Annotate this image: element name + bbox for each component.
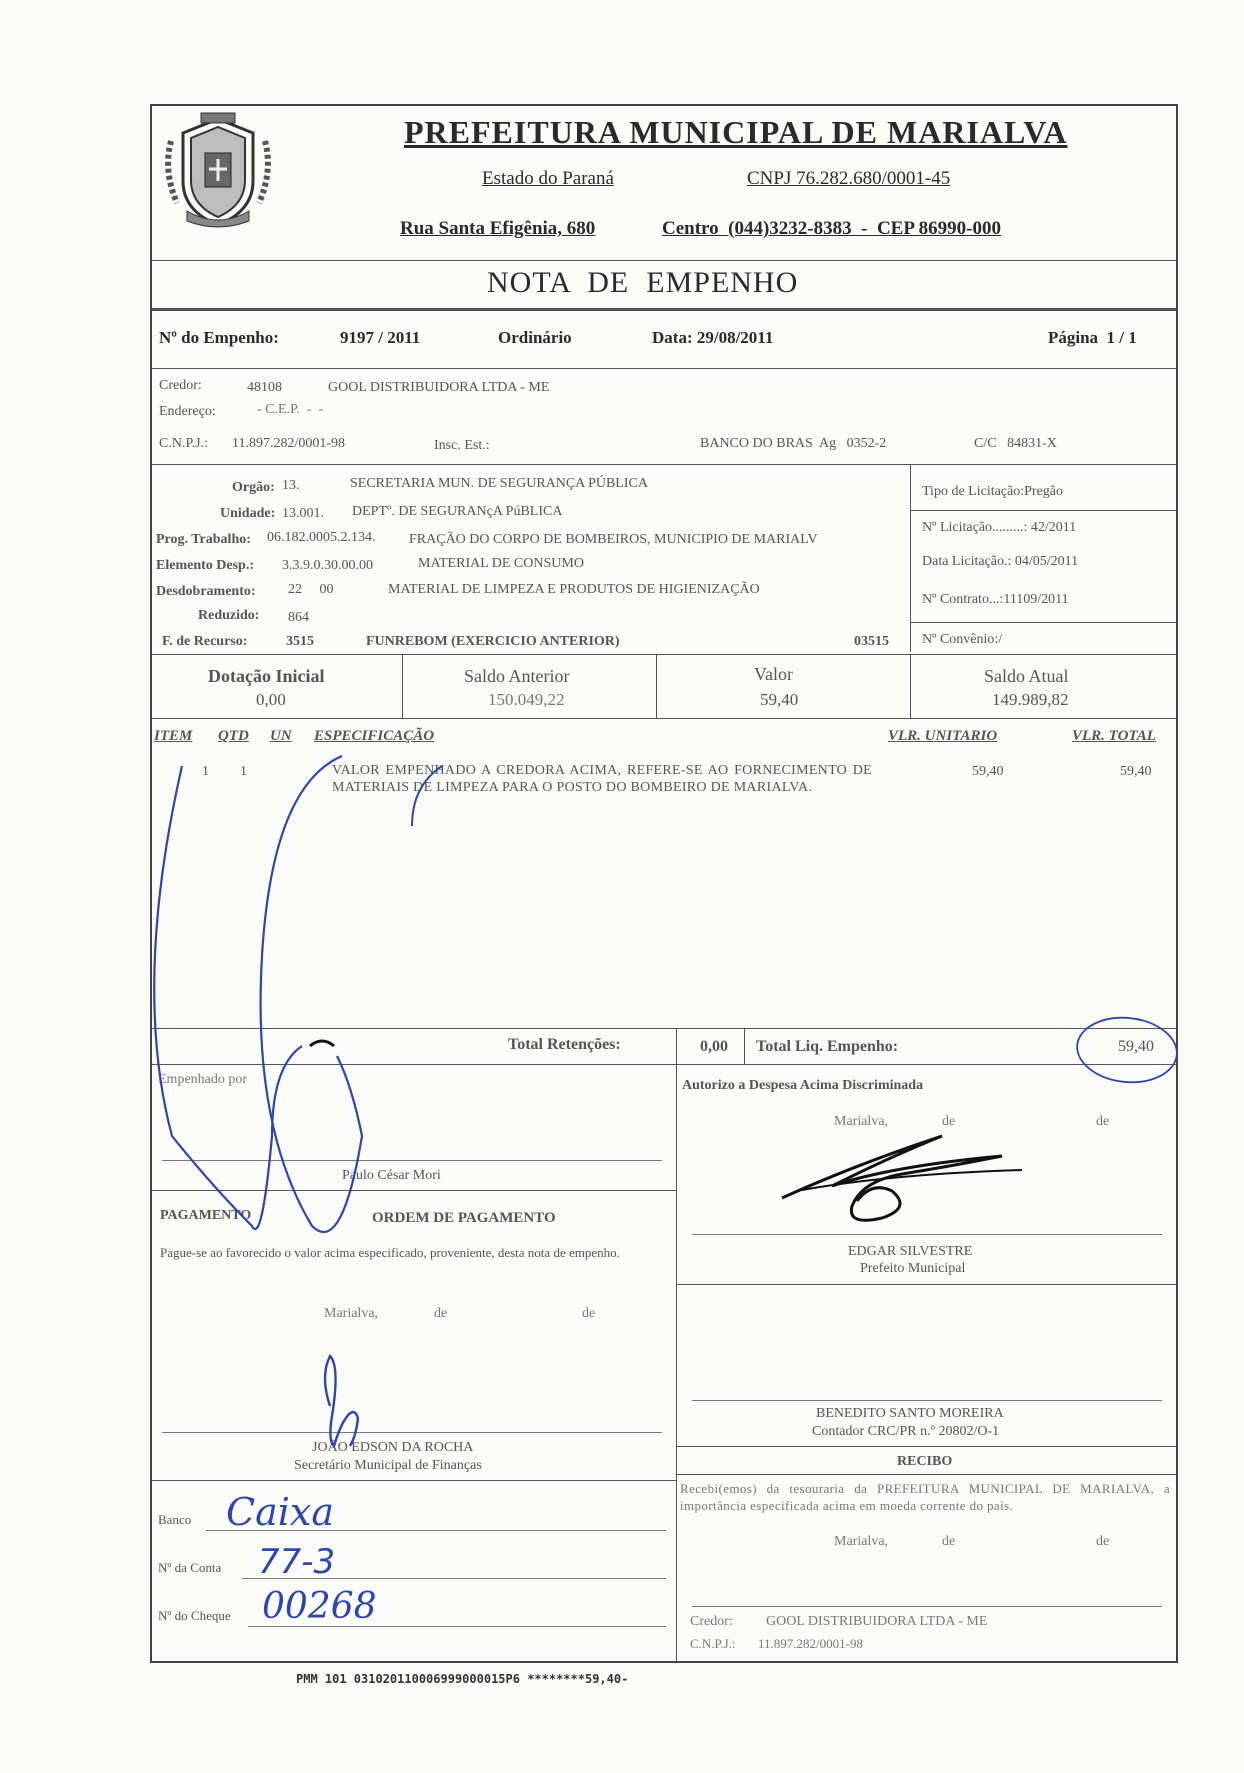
saldo-anterior-value: 150.049,22	[488, 690, 565, 709]
header-contact: Centro (044)3232-8383 - CEP 86990-000	[662, 218, 1001, 239]
item-number: 1	[202, 764, 209, 779]
recurso-value: 3515	[286, 634, 314, 649]
empenhado-por-name: Paulo César Mori	[342, 1168, 441, 1183]
credor-label: Credor:	[159, 378, 202, 393]
unidade-desc: DEPTº. DE SEGURANçA PúBLICA	[352, 504, 563, 519]
col-especificacao: ESPECIFICAÇÃO	[314, 728, 435, 744]
desdobramento-value: 22 00	[288, 582, 334, 597]
recibo-place: Marialva,	[834, 1534, 889, 1549]
recibo-de-2: de	[1096, 1534, 1110, 1549]
conta-value: 77-3	[258, 1542, 336, 1582]
recibo-cnpj-label: C.N.P.J.:	[690, 1636, 736, 1651]
elemento-label: Elemento Desp.:	[156, 558, 254, 573]
recibo-de-1: de	[942, 1534, 956, 1549]
credor-code: 48108	[247, 380, 282, 395]
valor-value: 59,40	[760, 690, 799, 709]
pagamento-place: Marialva,	[324, 1306, 379, 1321]
saldo-atual-label: Saldo Atual	[984, 666, 1069, 686]
total-liquido-label: Total Liq. Empenho:	[756, 1038, 899, 1055]
banco-label: Banco	[158, 1512, 192, 1527]
item-vlr-unitario: 59,40	[972, 764, 1004, 779]
prog-trabalho-label: Prog. Trabalho:	[156, 532, 251, 547]
contador-name: BENEDITO SANTO MOREIRA	[816, 1406, 1004, 1421]
autorizo-label: Autorizo a Despesa Acima Discriminada	[682, 1078, 924, 1093]
orgao-value: 13.	[282, 478, 300, 493]
col-item: ITEM	[154, 728, 193, 744]
contador-role: Contador CRC/PR n.º 20802/O-1	[812, 1424, 1000, 1439]
banco-value: Caixa	[226, 1490, 334, 1534]
autorizo-signer: EDGAR SILVESTRE	[848, 1244, 973, 1259]
autorizo-place: Marialva,	[834, 1114, 889, 1129]
header-address: Rua Santa Efigênia, 680	[400, 218, 596, 239]
total-retencoes-value: 0,00	[700, 1038, 728, 1055]
dotacao-inicial-label: Dotação Inicial	[208, 666, 325, 686]
document-title: NOTA DE EMPENHO	[487, 266, 799, 299]
pagamento-de-2: de	[582, 1306, 596, 1321]
mayor-signature	[772, 1126, 1032, 1236]
recibo-credor-label: Credor:	[690, 1614, 733, 1629]
state-name: Estado do Paraná	[482, 168, 614, 189]
elemento-value: 3.3.9.0.30.00.00	[282, 558, 373, 573]
data-licitacao: Data Licitação.: 04/05/2011	[922, 554, 1079, 569]
col-vlr-unitario: VLR. UNITARIO	[888, 728, 998, 744]
autorizo-de-2: de	[1096, 1114, 1110, 1129]
prog-trabalho-value: 06.182.0005.2.134.	[267, 530, 376, 545]
ordem-pagamento-label: ORDEM DE PAGAMENTO	[372, 1210, 556, 1226]
pagamento-text: Pague-se ao favorecido o valor acima especificado, proveniente, desta nota de empenho.	[160, 1245, 620, 1260]
barcode-line: PMM 101 031020110006999000015P6 ********59,40-	[296, 1672, 629, 1686]
recibo-cnpj-value: 11.897.282/0001-98	[758, 1636, 863, 1651]
cnpj-value: 11.897.282/0001-98	[232, 436, 346, 451]
cnpj-label: C.N.P.J.:	[159, 436, 209, 451]
recibo-credor-value: GOOL DISTRIBUIDORA LTDA - ME	[766, 1614, 988, 1629]
bank-account: C/C 84831-X	[974, 436, 1057, 451]
saldo-anterior-label: Saldo Anterior	[464, 666, 570, 686]
col-un: UN	[270, 728, 292, 744]
autorizo-role: Prefeito Municipal	[860, 1261, 966, 1276]
empenho-number: 9197 / 2011	[340, 328, 421, 347]
desdobramento-desc: MATERIAL DE LIMPEZA E PRODUTOS DE HIGIENIZAÇÃO	[388, 582, 760, 597]
col-qtd: QTD	[218, 728, 249, 744]
coat-of-arms-logo	[157, 111, 279, 231]
recibo-title: RECIBO	[897, 1454, 953, 1469]
desdobramento-label: Desdobramento:	[156, 584, 256, 599]
recibo-text: Recebi(emos) da tesouraria da PREFEITURA MUNICIPAL DE MARIALVA, a importância especificada acima em moeda corrente do país.	[680, 1481, 1170, 1513]
tipo-licitacao: Tipo de Licitação:Pregão	[922, 484, 1064, 499]
conta-label: Nº da Conta	[158, 1560, 222, 1575]
nota-de-empenho-form	[150, 104, 1178, 1663]
item-qtd: 1	[240, 764, 247, 779]
elemento-desc: MATERIAL DE CONSUMO	[418, 556, 584, 571]
pagamento-label: PAGAMENTO	[160, 1208, 252, 1223]
cheque-label: Nº do Cheque	[158, 1608, 231, 1623]
saldo-atual-value: 149.989,82	[992, 690, 1069, 709]
reduzido-label: Reduzido:	[198, 608, 260, 623]
item-especificacao: VALOR EMPENHADO A CREDORA ACIMA, REFERE-SE AO FORNECIMENTO DE MATERIAIS DE LIMPEZA PARA O POSTO DO BOMBEIRO DE MARIALVA.	[332, 763, 872, 795]
insc-est-label: Insc. Est.:	[434, 438, 490, 453]
endereco-label: Endereço:	[159, 404, 216, 419]
col-vlr-total: VLR. TOTAL	[1072, 728, 1156, 744]
recurso-desc: FUNREBOM (EXERCICIO ANTERIOR)	[366, 634, 620, 649]
unidade-label: Unidade:	[220, 506, 276, 521]
header-cnpj: CNPJ 76.282.680/0001-45	[747, 168, 951, 189]
reduzido-value: 864	[288, 610, 309, 625]
empenho-date: Data: 29/08/2011	[652, 328, 774, 347]
numero-contrato: Nº Contrato...:11109/2011	[922, 592, 1069, 607]
orgao-label: Orgão:	[232, 480, 275, 495]
page-number: Página 1 / 1	[1048, 328, 1137, 347]
valor-label: Valor	[754, 664, 793, 684]
prog-trabalho-desc: FRAÇÃO DO CORPO DE BOMBEIROS, MUNICIPIO DE MARIALV	[409, 532, 818, 547]
autorizo-de-1: de	[942, 1114, 956, 1129]
pagamento-de-1: de	[434, 1306, 448, 1321]
unidade-value: 13.001.	[282, 506, 324, 521]
empenho-number-label: Nº do Empenho:	[159, 328, 279, 347]
cheque-value: 00268	[262, 1586, 377, 1627]
orgao-desc: SECRETARIA MUN. DE SEGURANÇA PÚBLICA	[350, 476, 648, 491]
bank-agency: BANCO DO BRAS Ag 0352-2	[700, 436, 887, 451]
pagamento-signer: JOÃO EDSON DA ROCHA	[312, 1440, 474, 1455]
empenho-type: Ordinário	[498, 328, 572, 347]
pagamento-role: Secretário Municipal de Finanças	[294, 1458, 482, 1473]
municipality-title: PREFEITURA MUNICIPAL DE MARIALVA	[404, 114, 1068, 150]
total-liquido-value: 59,40	[1118, 1038, 1154, 1055]
recurso-code: 03515	[854, 634, 889, 649]
total-retencoes-label: Total Retenções:	[508, 1036, 621, 1053]
recurso-label: F. de Recurso:	[162, 634, 248, 649]
numero-licitacao: Nº Licitação.........: 42/2011	[922, 520, 1077, 535]
dotacao-inicial-value: 0,00	[256, 690, 286, 709]
item-vlr-total: 59,40	[1120, 764, 1152, 779]
empenhado-por-label: Empenhado por	[158, 1072, 248, 1087]
credor-name: GOOL DISTRIBUIDORA LTDA - ME	[328, 380, 550, 395]
numero-convenio: Nº Convênio:/	[922, 632, 1003, 647]
endereco-value: - C.E.P. - -	[257, 402, 324, 417]
